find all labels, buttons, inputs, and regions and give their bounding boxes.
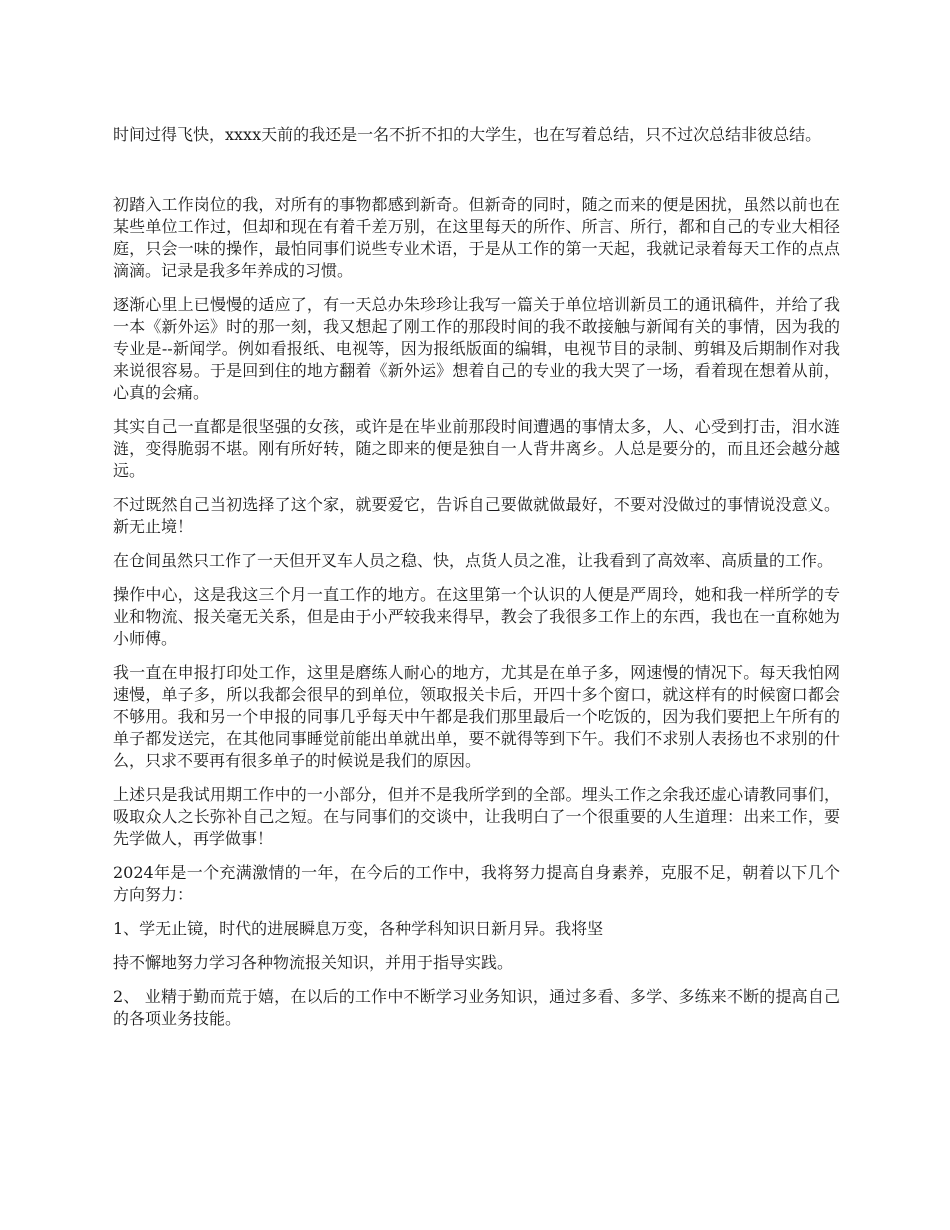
paragraph: 2024年是一个充满激情的一年，在今后的工作中，我将努力提高自身素养，克服不足，朝着以下几个方向努力： bbox=[113, 863, 840, 904]
paragraph: 上述只是我试用期工作中的一小部分，但并不是我所学到的全部。埋头工作之余我还虚心请教同事们，吸取众人之长弥补自己之短。在与同事们的交谈中，让我明白了一个很重要的人生道理：出来工作，要先学做人，再学做事！ bbox=[113, 785, 840, 848]
list-item-1: 1、学无止镜，时代的进展瞬息万变，各种学科知识日新月异。我将坚 bbox=[113, 919, 604, 938]
document-page bbox=[113, 124, 840, 1042]
list-item-1-continuation: 持不懈地努力学习各种物流报关知识，并用于指导实践。 bbox=[113, 953, 514, 972]
paragraph: 在仓间虽然只工作了一天但开叉车人员之稳、快，点货人员之准，让我看到了高效率、高质量的工作。 bbox=[113, 551, 834, 570]
paragraph: 我一直在申报打印处工作，这里是磨练人耐心的地方，尤其是在单子多，网速慢的情况下。每天我怕网速慢，单子多，所以我都会很早的到单位，领取报关卡后，开四十多个窗口，就这样有的时候窗口都会不够用。我和另一个申报的同事几乎每天中午都是我们那里最后一个吃饭的，因为我们要把上午所有的单子都发送完，在其他同事睡觉前能出单就出单，要不就得等到下午。我们不求别人表扬也不求别的什么，只求不要再有很多单子的时候说是我们的原因。 bbox=[113, 663, 840, 770]
list-item-2: 2、 业精于勤而荒于嬉，在以后的工作中不断学习业务知识，通过多看、多学、多练来不断的提高自己的各项业务技能。 bbox=[113, 987, 840, 1028]
paragraph: 初踏入工作岗位的我，对所有的事物都感到新奇。但新奇的同时，随之而来的便是困扰，虽然以前也在某些单位工作过，但却和现在有着千差万别，在这里每天的所作、所言、所行，都和自己的专业大相径庭，只会一味的操作，最怕同事们说些专业术语，于是从工作的第一天起，我就记录着每天工作的点点滴滴。记录是我多年养成的习惯。 bbox=[113, 195, 840, 280]
paragraph: 不过既然自己当初选择了这个家，就要爱它，告诉自己要做就做最好，不要对没做过的事情说没意义。新无止境！ bbox=[113, 495, 840, 536]
paragraph: 操作中心，这是我这三个月一直工作的地方。在这里第一个认识的人便是严周玲，她和我一样所学的专业和物流、报关毫无关系，但是由于小严较我来得早，教会了我很多工作上的东西，我也在一直称她为小师傅。 bbox=[113, 585, 840, 648]
paragraph-intro: 时间过得飞快，xxxx天前的我还是一名不折不扣的大学生，也在写着总结，只不过次总结非彼总结。 bbox=[113, 125, 822, 144]
paragraph: 其实自己一直都是很坚强的女孩，或许是在毕业前那段时间遭遇的事情太多，人、心受到打击，泪水涟涟，变得脆弱不堪。刚有所好转，随之即来的便是独自一人背井离乡。人总是要分的，而且还会越分越远。 bbox=[113, 417, 840, 480]
paragraph-gap bbox=[113, 146, 840, 194]
paragraph: 逐渐心里上已慢慢的适应了，有一天总办朱珍珍让我写一篇关于单位培训新员工的通讯稿件，并给了我一本《新外运》时的那一刻，我又想起了刚工作的那段时间的我不敢接触与新闻有关的事情，因为我的专业是--新闻学。例如看报纸、电视等，因为报纸版面的编辑，电视节目的录制、剪辑及后期制作对我来说很容易。于是回到住的地方翻着《新外运》想着自己的专业的我大哭了一场，看着现在想着从前，心真的会痛。 bbox=[113, 295, 840, 402]
